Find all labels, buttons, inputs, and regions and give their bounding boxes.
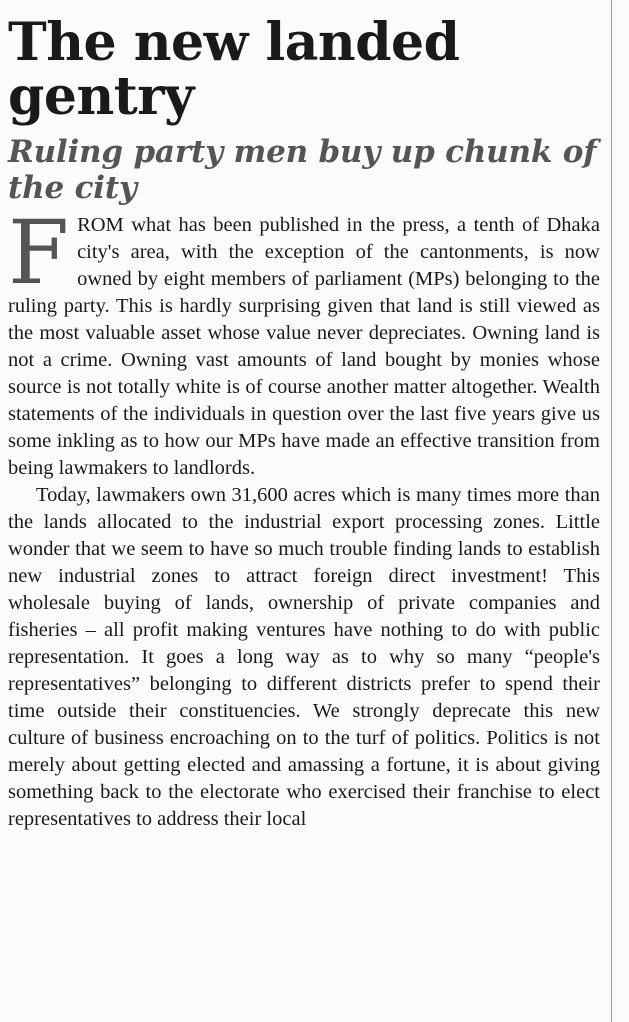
editorial-article (8, 12, 600, 833)
column-divider (611, 0, 612, 1022)
paragraph-2: Today, lawmakers own 31,600 acres which is many times more than the lands allocated to the industrial export processing zones. Little wonder that we seem to have so much trouble finding lands to establish new industrial zones to attract foreign direct investment! This wholesale buying of lands, ownership of private companies and fisheries – all profit making ventures have nothing to do with public representation. It goes a long way as to why so many “people's representatives” belonging to different districts prefer to spend their time outside their constituencies. We strongly deprecate this new culture of business encroaching on to the turf of politics. Politics is not merely about getting elected and amassing a fortune, it is about giving something back to the electorate who exercised their franchise to elect representatives to address their local (8, 484, 600, 830)
paragraph-1-text: ROM what has been published in the press, a tenth of Dhaka city's area, with the exception of the cantonments, is now owned by eight members of parliament (MPs) belonging to the ruling party. This is hardly surprising given that land is still viewed as the most valuable asset whose value never depreciates. Owning land is not a crime. Owning vast amounts of land bought by monies whose source is not totally white is of course another matter altogether. Wealth statements of the individuals in question over the last five years give us some inkling as to how our MPs have made an effective transition from being lawmakers to landlords. (8, 214, 600, 479)
paragraph-1 (8, 201, 600, 482)
subheadline: Ruling party men buy up chunk of the city (8, 134, 597, 206)
article-body (8, 201, 600, 833)
headline: The new landed gentry (8, 12, 460, 127)
drop-cap: F (8, 201, 70, 304)
